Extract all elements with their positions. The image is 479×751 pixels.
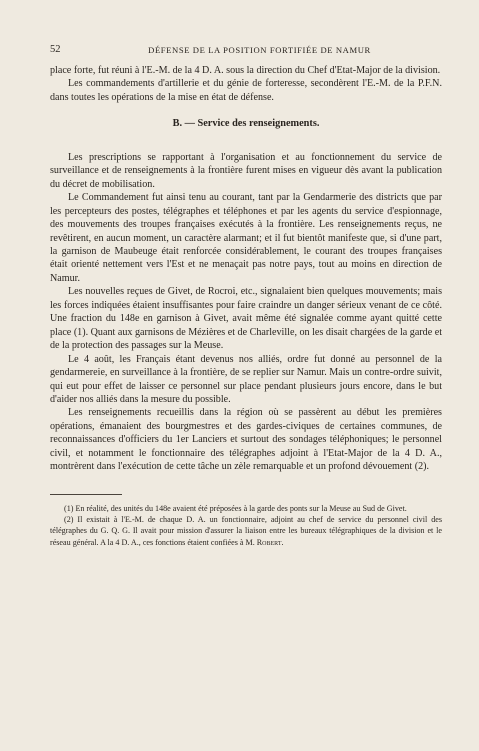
footnote: (1) En réalité, des unités du 148e avaient été préposées à la garde des ponts sur la Meuse au Sud de Givet. (64, 503, 407, 513)
page-header (50, 44, 439, 58)
paragraph: Les renseignements recueillis dans la région où se passèrent au début les premières opérations, émanaient des bourgmestres et des gardes-civiques de certaines communes, de reconnaissances d'officiers du 1er Lanciers et surtout des sondages téléphoniques; le personnel civil, et notamment le fonctionnaire des télégraphes adjoint à l'Etat-Major de la 4 D. A., montrèrent dans l'exécution de cette tâche un zèle remarquable et un profond dévouement (2). (50, 407, 442, 473)
page-body (50, 64, 442, 548)
section-heading: B. — Service des renseignements. (172, 118, 320, 130)
footnote-text: (2) Il existait à l'E.-M. de chaque D. A. un fonctionnaire, adjoint au chef de service du personnel civil des télégraphes du G. Q. G. Il avait pour mission d'assurer la liaison entre les bureaux télégraphiques de la division et le réseau général. A la 4 D. A., ces fonctions étaient confiées à M. (50, 514, 442, 547)
paragraph: Le Commandement fut ainsi tenu au courant, tant par la Gendarmerie des districts que par les percepteurs des postes, télégraphes et téléphones et par les agents du service d'espionnage, des mouvements des troupes françaises exécutés à la frontière. Les renseignements reçus, ne revêtirent, en aucun moment, un caractère alarmant; et il fut bientôt manifeste que, si d'une part, la garnison de Maubeuge était renforcée considérablement, le courant des troupes françaises était orienté nettement vers l'Est et ne menaçait pas notre pays, tout au moins en direction de Namur. (50, 192, 442, 284)
paragraph: Le 4 août, les Français étant devenus nos alliés, ordre fut donné au personnel de la gendarmereie, en surveillance à la frontière, de se replier sur Namur. Mais un contre-ordre suivit, qui eut pour effet de laisser ce personnel sur place pendant plusieurs jours encore, dans le but d'aider nos alliés dans la mesure du possible. (50, 353, 442, 405)
footnote (50, 514, 442, 548)
paragraph: Les prescriptions se rapportant à l'organisation et au fonctionnement du service de surveillance et de renseignements à la frontière furent mises en vigueur dès avant la publication du décret de mobilisation. (50, 151, 442, 190)
paragraph: Les commandements d'artillerie et du génie de forteresse, secondèrent l'E.-M. de la P.F.N. dans toutes les opérations de la mise en état de défense. (50, 78, 442, 103)
paragraph: Les nouvelles reçues de Givet, de Rocroi, etc., signalaient bien quelques mouvements; mais les forces indiquées étaient insuffisantes pour faire craindre un danger sérieux venant de ce côté. Une fraction du 148e en garnison à Givet, avait même été signalée comme ayant quitté cette place (1). Quant aux garnisons de Mézières et de Charleville, on les disait chargées de la garde et de la protection des passages sur la Meuse. (50, 286, 442, 352)
footnote-rule (50, 494, 122, 495)
footnote-name: Robert (256, 537, 282, 547)
footnotes (50, 503, 442, 548)
paragraph: place forte, fut réuni à l'E.-M. de la 4 D. A. sous la direction du Chef d'Etat-Major de la division. (50, 65, 441, 76)
running-head: DÉFENSE DE LA POSITION FORTIFIÉE DE NAMUR (148, 45, 371, 55)
page-number: 52 (50, 44, 61, 55)
footnote-end: . (281, 537, 284, 547)
